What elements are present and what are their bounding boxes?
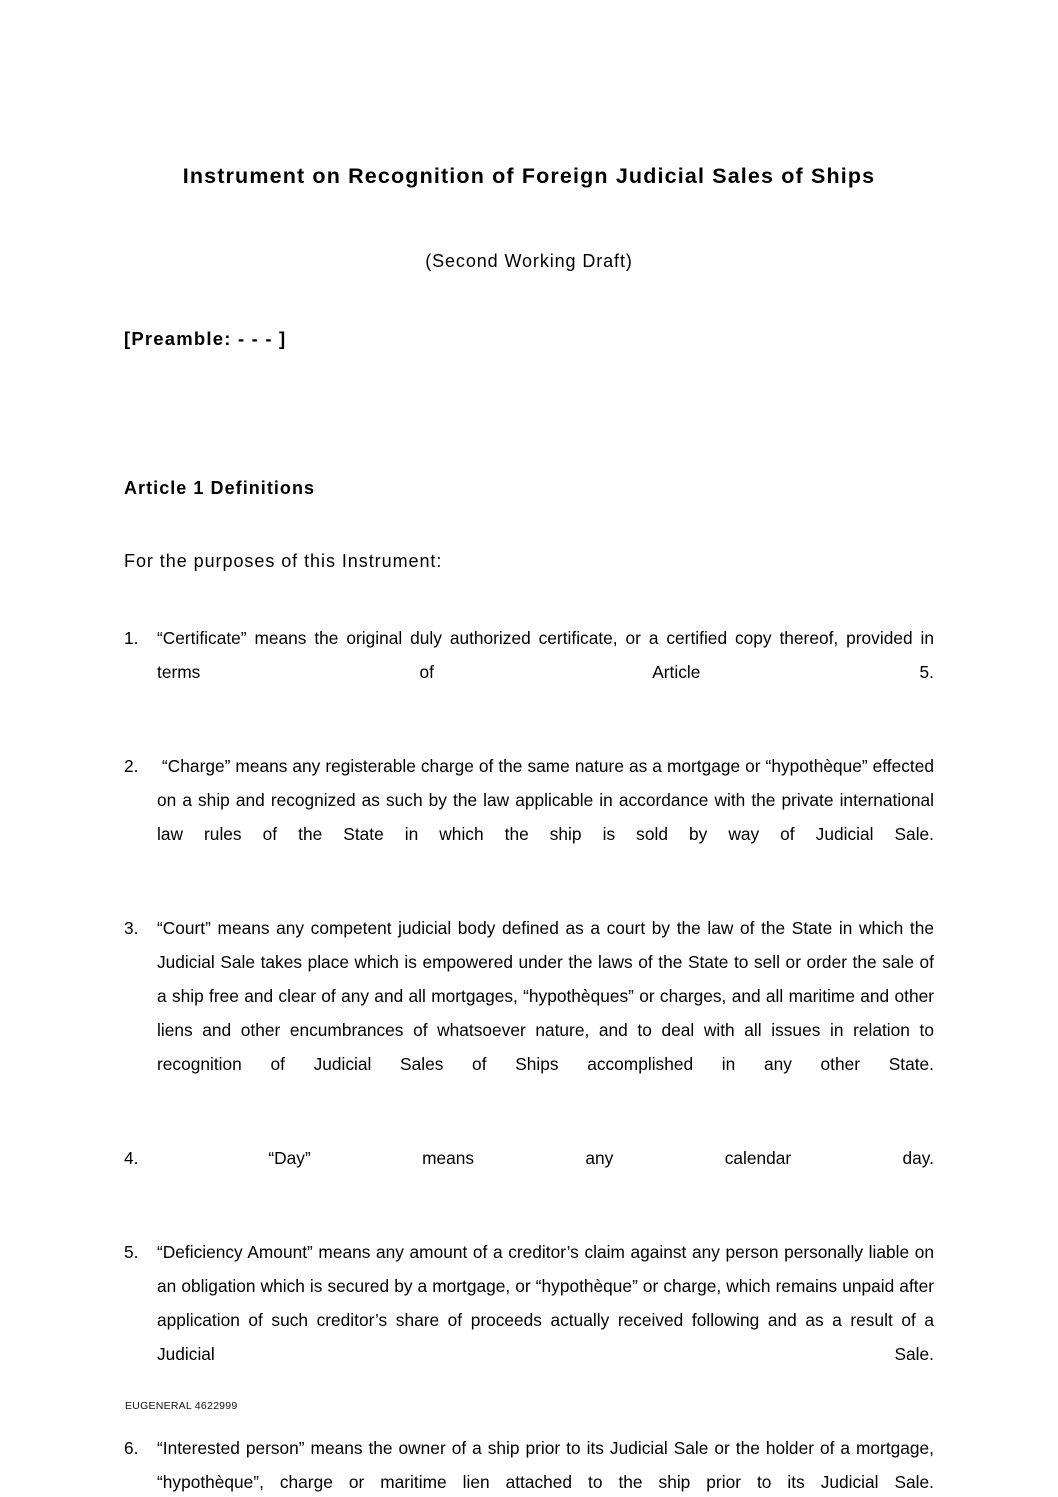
list-item-text: “Day” means any calendar day. bbox=[157, 1148, 934, 1168]
list-item bbox=[124, 1431, 939, 1497]
page-title: Instrument on Recognition of Foreign Judicial Sales of Ships bbox=[182, 164, 876, 188]
list-item bbox=[124, 911, 939, 1115]
list-item-marker: 4. bbox=[124, 1148, 139, 1168]
list-item-text: “Deficiency Amount” means any amount of a creditor’s claim against any person personally liable on an obligation which is secured by a mortgage, or “hypothèque” or charge, which remains unpaid after application of such creditor’s share of proceeds actually received following and as a result of a Judicial Sale. bbox=[157, 1242, 939, 1364]
list-item-marker: 1. bbox=[124, 628, 139, 648]
list-item bbox=[124, 621, 939, 723]
list-item bbox=[124, 749, 939, 885]
list-item-text: “Court” means any competent judicial body defined as a court by the law of the State in which the Judicial Sale takes place which is empowered under the laws of the State to sell or order the sale of a ship free and clear of any and all mortgages, “hypothèques” or charges, and all maritime and other liens and other encumbrances of whatsoever nature, and to deal with all issues in relation to recognition of Judicial Sales of Ships accomplished in any other State. bbox=[157, 918, 939, 1074]
preamble-heading: [Preamble: - - - ] bbox=[124, 328, 287, 349]
list-item-text: “Certificate” means the original duly authorized certificate, or a certified copy thereof, provided in terms of Article 5. bbox=[157, 628, 939, 682]
list-item bbox=[124, 1235, 939, 1405]
article-1-heading: Article 1 Definitions bbox=[124, 478, 316, 498]
list-item bbox=[124, 1141, 934, 1209]
list-item-text: “Charge” means any registerable charge of the same nature as a mortgage or “hypothèque” effected on a ship and recognized as such by the law applicable in accordance with the private international law rules of the State in which the ship is sold by way of Judicial Sale. bbox=[157, 756, 939, 844]
list-item-marker: 6. bbox=[124, 1438, 139, 1458]
list-item-marker: 2. bbox=[124, 756, 139, 776]
document-subtitle: (Second Working Draft) bbox=[425, 251, 633, 271]
definitions-intro: For the purposes of this Instrument: bbox=[124, 551, 443, 571]
list-item-text: “Interested person” means the owner of a ship prior to its Judicial Sale or the holder of a mortgage, “hypothèque”, charge or maritime lien attached to the ship prior to its Judicial Sale. bbox=[157, 1438, 939, 1492]
list-item-marker: 5. bbox=[124, 1242, 139, 1262]
list-item-marker: 3. bbox=[124, 918, 139, 938]
definitions-list bbox=[124, 621, 939, 1497]
footer-reference: EUGENERAL 4622999 bbox=[125, 1400, 238, 1412]
